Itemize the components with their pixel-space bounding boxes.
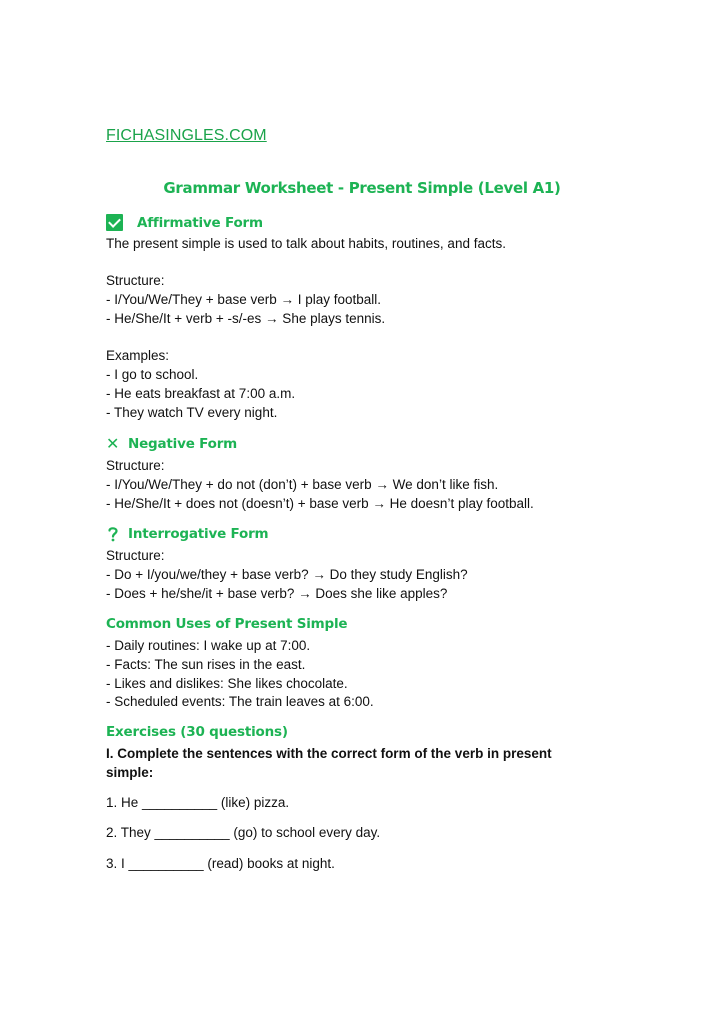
- uses-item: - Daily routines: I wake up at 7:00.: [106, 638, 311, 653]
- affirmative-structure-line: - He/She/It + verb + -s/-es → She plays tennis.: [106, 311, 386, 326]
- affirmative-heading-label: Affirmative Form: [137, 214, 263, 231]
- affirmative-heading: [106, 214, 263, 231]
- exercise-question: 3. I __________ (read) books at night.: [106, 856, 335, 871]
- uses-heading: [106, 616, 347, 632]
- interrogative-structure-label: Structure:: [106, 548, 165, 563]
- interrogative-heading: [106, 526, 268, 542]
- worksheet-title: Grammar Worksheet - Present Simple (Level A1): [163, 179, 561, 197]
- cross-icon: ✕: [106, 434, 120, 453]
- uses-heading-label: Common Uses of Present Simple: [106, 616, 348, 632]
- exercise-instruction: I. Complete the sentences with the correct form of the verb in present: [106, 746, 552, 761]
- check-icon: [106, 214, 123, 231]
- interrogative-structure-line: - Does + he/she/it + base verb? → Does she like apples?: [106, 586, 448, 601]
- negative-structure-line: - He/She/It + does not (doesn’t) + base verb → He doesn’t play football.: [106, 496, 534, 511]
- exercises-heading: [106, 724, 288, 740]
- affirmative-examples-label: Examples:: [106, 348, 170, 363]
- affirmative-intro: The present simple is used to talk about habits, routines, and facts.: [106, 236, 506, 251]
- exercise-question: 1. He __________ (like) pizza.: [106, 795, 290, 810]
- uses-item: - Scheduled events: The train leaves at 6:00.: [106, 694, 374, 709]
- affirmative-structure-line: - I/You/We/They + base verb → I play football.: [106, 292, 382, 307]
- affirmative-example: - They watch TV every night.: [106, 405, 278, 420]
- exercises-heading-label: Exercises (30 questions): [106, 724, 288, 740]
- affirmative-example: - He eats breakfast at 7:00 a.m.: [106, 386, 296, 401]
- uses-item: - Likes and dislikes: She likes chocolate.: [106, 676, 348, 691]
- interrogative-structure-line: - Do + I/you/we/they + base verb? → Do they study English?: [106, 567, 468, 582]
- affirmative-structure-label: Structure:: [106, 273, 165, 288]
- negative-heading-label: Negative Form: [128, 436, 238, 452]
- negative-structure-line: - I/You/We/They + do not (don’t) + base verb → We don’t like fish.: [106, 477, 499, 492]
- negative-heading: [106, 436, 237, 452]
- site-link[interactable]: FICHASINGLES.COM: [106, 127, 267, 144]
- exercise-instruction: simple:: [106, 765, 154, 780]
- affirmative-example: - I go to school.: [106, 367, 199, 382]
- uses-item: - Facts: The sun rises in the east.: [106, 657, 306, 672]
- interrogative-heading-label: Interrogative Form: [128, 526, 269, 542]
- exercise-question: 2. They __________ (go) to school every day.: [106, 825, 381, 840]
- question-icon: [106, 526, 120, 542]
- negative-structure-label: Structure:: [106, 458, 165, 473]
